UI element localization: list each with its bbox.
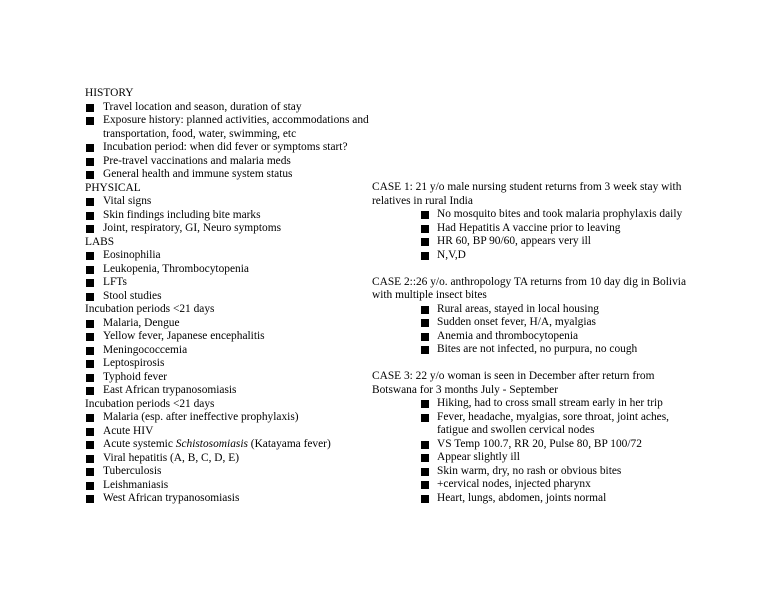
square-bullet-icon [421, 225, 429, 233]
list-item: Leptospirosis [85, 357, 375, 371]
square-bullet-icon [421, 306, 429, 314]
square-bullet-icon [421, 211, 429, 219]
section-heading-physical: PHYSICAL [85, 181, 141, 194]
list-item: Vital signs [85, 195, 375, 209]
list-item: LFTs [85, 276, 375, 290]
list-item: Heart, lungs, abdomen, joints normal [372, 492, 702, 506]
square-bullet-icon [86, 347, 94, 355]
square-bullet-icon [86, 198, 94, 206]
square-bullet-icon [86, 455, 94, 463]
list-item: Tuberculosis [85, 465, 375, 479]
list-item: Appear slightly ill [372, 451, 702, 465]
case-1 [372, 181, 702, 262]
square-bullet-icon [421, 333, 429, 341]
list-item: Skin findings including bite marks [85, 209, 375, 223]
list-item: Typhoid fever [85, 371, 375, 385]
square-bullet-icon [421, 468, 429, 476]
list-item: Exposure history: planned activities, accommodations and transportation, food, water, swimming, etc [85, 114, 375, 141]
square-bullet-icon [86, 387, 94, 395]
square-bullet-icon [421, 252, 429, 260]
square-bullet-icon [86, 279, 94, 287]
list-item: Leukopenia, Thrombocytopenia [85, 263, 375, 277]
square-bullet-icon [86, 360, 94, 368]
list-item: West African trypanosomiasis [85, 492, 375, 506]
list-item: Malaria (esp. after ineffective prophylaxis) [85, 411, 375, 425]
list-item: Acute HIV [85, 425, 375, 439]
square-bullet-icon [421, 319, 429, 327]
square-bullet-icon [86, 414, 94, 422]
list-item: Rural areas, stayed in local housing [372, 303, 702, 317]
square-bullet-icon [86, 171, 94, 179]
square-bullet-icon [86, 158, 94, 166]
list-item: Hiking, had to cross small stream early in her trip [372, 397, 702, 411]
square-bullet-icon [86, 144, 94, 152]
list-item: Stool studies [85, 290, 375, 304]
square-bullet-icon [86, 374, 94, 382]
square-bullet-icon [86, 320, 94, 328]
case-3 [372, 370, 702, 505]
list-item: Eosinophilia [85, 249, 375, 263]
square-bullet-icon [421, 481, 429, 489]
square-bullet-icon [421, 346, 429, 354]
list-item: Leishmaniasis [85, 479, 375, 493]
square-bullet-icon [86, 225, 94, 233]
square-bullet-icon [86, 117, 94, 125]
case-1-title: CASE 1: 21 y/o male nursing student returns from 3 week stay with relatives in rural India [372, 181, 682, 207]
list-item: Bites are not infected, no purpura, no cough [372, 343, 702, 357]
list-item: Acute systemic Schistosomiasis (Katayama fever) [85, 438, 375, 452]
square-bullet-icon [86, 104, 94, 112]
list-item: Had Hepatitis A vaccine prior to leaving [372, 222, 702, 236]
list-item: Skin warm, dry, no rash or obvious bites [372, 465, 702, 479]
section-heading-history: HISTORY [85, 87, 134, 99]
list-item: Pre-travel vaccinations and malaria meds [85, 155, 375, 169]
list-item: Fever, headache, myalgias, sore throat, joint aches, fatigue and swollen cervical nodes [372, 411, 702, 438]
list-item: Meningococcemia [85, 344, 375, 358]
labs-list [85, 249, 375, 303]
list-item: General health and immune system status [85, 168, 375, 182]
list-item: HR 60, BP 90/60, appears very ill [372, 235, 702, 249]
schistosomiasis-italic: Schistosomiasis [175, 438, 248, 450]
list-item: Travel location and season, duration of stay [85, 101, 375, 115]
square-bullet-icon [86, 266, 94, 274]
case-2-list [372, 303, 702, 357]
left-column [85, 87, 375, 506]
square-bullet-icon [86, 212, 94, 220]
case-2 [372, 276, 702, 357]
list-item: No mosquito bites and took malaria prophylaxis daily [372, 208, 702, 222]
section-heading-labs: LABS [85, 235, 115, 248]
section-heading-incubation-2: Incubation periods <21 days [85, 397, 215, 410]
square-bullet-icon [421, 441, 429, 449]
right-column [372, 181, 702, 519]
list-item: N,V,D [372, 249, 702, 263]
list-item: Joint, respiratory, GI, Neuro symptoms [85, 222, 375, 236]
square-bullet-icon [421, 495, 429, 503]
list-item: Incubation period: when did fever or symptoms start? [85, 141, 375, 155]
square-bullet-icon [86, 252, 94, 260]
incubation-long-list [85, 411, 375, 506]
list-item: Malaria, Dengue [85, 317, 375, 331]
case-1-list [372, 208, 702, 262]
list-item: Anemia and thrombocytopenia [372, 330, 702, 344]
square-bullet-icon [421, 414, 429, 422]
list-item: Sudden onset fever, H/A, myalgias [372, 316, 702, 330]
list-item: VS Temp 100.7, RR 20, Pulse 80, BP 100/72 [372, 438, 702, 452]
square-bullet-icon [86, 482, 94, 490]
square-bullet-icon [86, 333, 94, 341]
list-item: Yellow fever, Japanese encephalitis [85, 330, 375, 344]
square-bullet-icon [86, 293, 94, 301]
incubation-short-list [85, 317, 375, 398]
case-2-title: CASE 2::26 y/o. anthropology TA returns from 10 day dig in Bolivia with multiple insect bites [372, 275, 686, 301]
physical-list [85, 195, 375, 236]
square-bullet-icon [86, 441, 94, 449]
square-bullet-icon [86, 428, 94, 436]
list-item: +cervical nodes, injected pharynx [372, 478, 702, 492]
square-bullet-icon [421, 238, 429, 246]
list-item: Viral hepatitis (A, B, C, D, E) [85, 452, 375, 466]
square-bullet-icon [421, 400, 429, 408]
case-3-title: CASE 3: 22 y/o woman is seen in December after return from Botswana for 3 months July - September [372, 370, 655, 396]
square-bullet-icon [421, 454, 429, 462]
square-bullet-icon [86, 468, 94, 476]
case-3-list [372, 397, 702, 505]
square-bullet-icon [86, 495, 94, 503]
section-heading-incubation-1: Incubation periods <21 days [85, 303, 215, 315]
list-item: East African trypanosomiasis [85, 384, 375, 398]
history-list [85, 101, 375, 182]
